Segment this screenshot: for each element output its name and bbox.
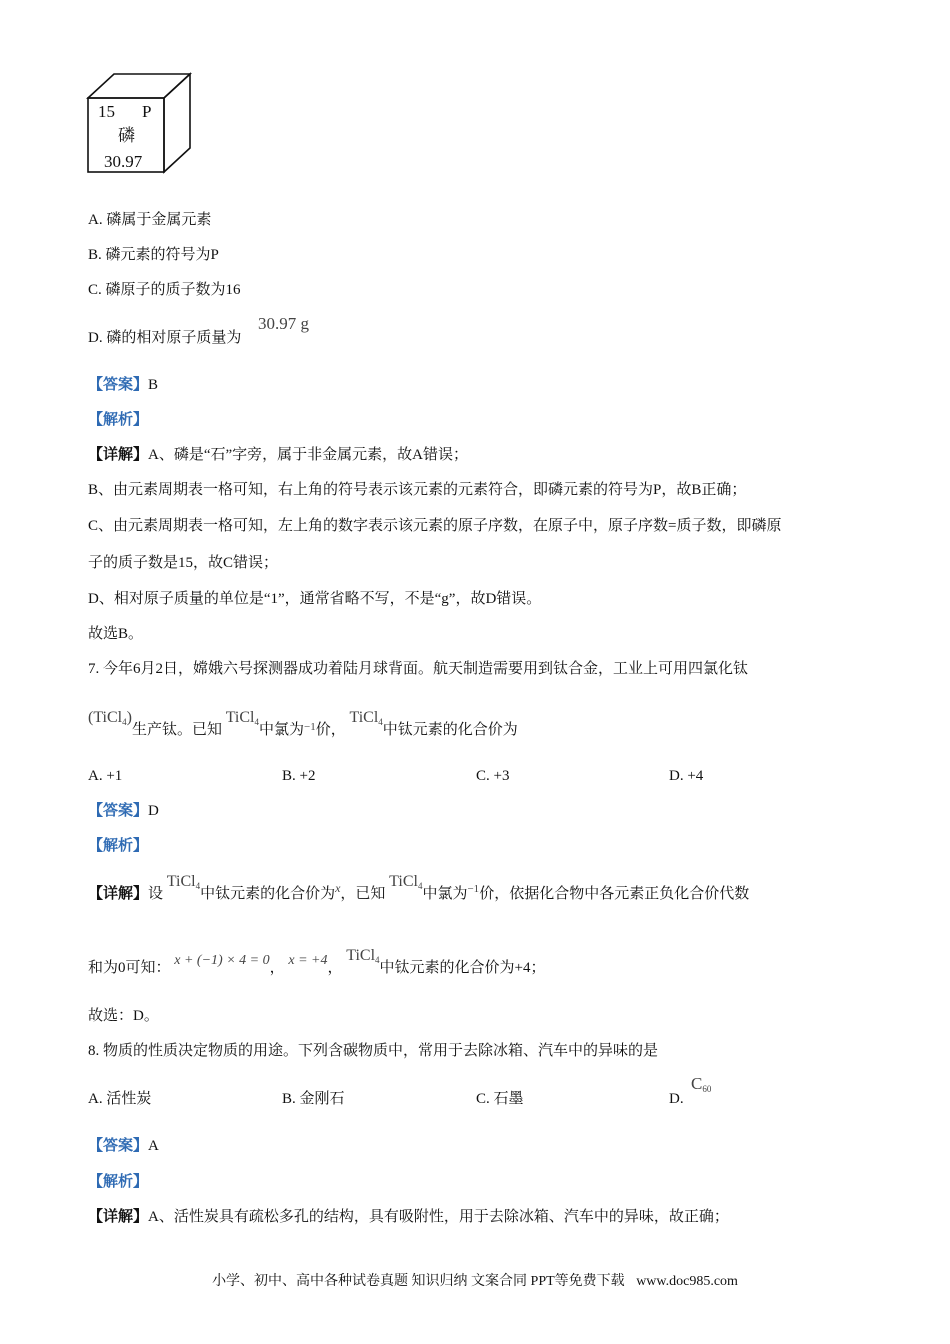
q7-option-d: D. +4 xyxy=(669,768,704,784)
element-symbol: P xyxy=(142,102,152,121)
q7-detail2-b: ， xyxy=(269,960,285,976)
q7-equation-2 xyxy=(288,953,327,968)
q7-detail-e: 价，依据化合物中各元素正负化合价代数 xyxy=(479,886,750,902)
q8-detail-text: A、活性炭具有疏松多孔的结构，具有吸附性，用于去除冰箱、汽车中的异味，故正确； xyxy=(148,1209,729,1225)
q6-answer-tag: 【答案】 xyxy=(88,377,149,393)
q7-formula-3-text: TiCl xyxy=(349,709,379,726)
q8-option-c: C. 石墨 xyxy=(476,1091,524,1107)
q8-answer-tag: 【答案】 xyxy=(88,1138,149,1154)
q6-detail-line-2: B、由元素周期表一格可知，右上角的符号表示该元素的元素符合，即磷元素的符号为P，故B正确； xyxy=(88,482,747,498)
q7-detail2-d: 中钛元素的化合价为+4； xyxy=(379,960,546,976)
q6-analysis-tag: 【解析】 xyxy=(88,412,149,428)
q8-detail-line-1 xyxy=(88,1207,729,1227)
q7-detail-d: 中氯为 xyxy=(422,886,468,902)
q7-detail-formula-3-text: TiCl xyxy=(346,947,376,964)
q7-stem-line-1: 7. 今年6月2日，嫦娥六号探测器成功着陆月球背面。航天制造需要用到钛合金，工业上可用四氯化钛 xyxy=(88,661,749,677)
q8-stem: 8. 物质的性质决定物质的用途。下列含碳物质中，常用于去除冰箱、汽车中的异味的是 xyxy=(88,1043,659,1059)
q7-detail-line-2 xyxy=(88,947,546,982)
q7-stem-line-2 xyxy=(88,709,518,744)
q7-detail-formula-2-text: TiCl xyxy=(389,873,418,890)
q7-detail-a: 设 xyxy=(148,886,164,902)
q6-detail-tag: 【详解】 xyxy=(88,447,149,463)
q7-stem-text-d: 中钛元素的化合价为 xyxy=(382,722,518,738)
q7-formula-2-text: TiCl xyxy=(225,709,255,726)
q7-detail-formula-1-text: TiCl xyxy=(166,873,196,890)
q7-stem-text-b: 中氯为 xyxy=(258,722,304,738)
q6-answer-row xyxy=(88,375,158,395)
q6-option-d: D. 磷的相对原子质量为 xyxy=(88,330,242,346)
q7-conclusion: 故选：D。 xyxy=(88,1008,159,1024)
q8-option-d-formula xyxy=(691,1074,711,1099)
element-number: 15 xyxy=(98,102,115,121)
q7-option-b: B. +2 xyxy=(282,768,316,784)
q7-detail-formula-1 xyxy=(167,873,200,890)
q7-eq1-text: x + (−1) × 4 = 0 xyxy=(174,953,270,968)
q6-option-a: A. 磷属于金属元素 xyxy=(88,212,212,228)
q7-detail-minus-one: −1 xyxy=(467,883,480,895)
q7-detail-formula-3-sub: 4 xyxy=(375,955,380,965)
q6-detail-line-4: 子的质子数是15，故C错误； xyxy=(88,555,279,571)
q7-var-x: x xyxy=(335,881,341,895)
q7-option-c: C. +3 xyxy=(476,768,510,784)
q7-formula-2 xyxy=(226,709,259,726)
q6-detail-line-5: D、相对原子质量的单位是“1”，通常省略不写，不是“g”，故D错误。 xyxy=(88,591,542,607)
q7-detail-formula-2 xyxy=(389,873,422,890)
q7-answer-tag: 【答案】 xyxy=(88,803,149,819)
q7-detail-formula-1-sub: 4 xyxy=(195,881,201,891)
q7-option-a: A. +1 xyxy=(88,768,123,784)
q7-formula-paren: (TiCl$_4$) xyxy=(88,709,132,727)
q7-formula-2-sub: 4 xyxy=(254,717,259,727)
q7-analysis-tag: 【解析】 xyxy=(88,838,149,854)
q7-detail-tag: 【详解】 xyxy=(88,886,149,902)
q8-answer: A xyxy=(148,1138,159,1154)
page-footer xyxy=(0,1270,950,1290)
q6-detail-line-3: C、由元素周期表一格可知，左上角的数字表示该元素的原子序数，在原子中，原子序数=质子数，即磷原 xyxy=(88,518,782,534)
footer-url[interactable]: www.doc985.com xyxy=(636,1274,738,1289)
q6-option-c: C. 磷原子的质子数为16 xyxy=(88,282,241,298)
q8-option-d: D. xyxy=(669,1091,684,1107)
q7-detail-c: ，已知 xyxy=(340,886,386,902)
q8-c60-main: C xyxy=(691,1074,703,1093)
q7-stem-text-a: 生产钛。已知 xyxy=(131,722,222,738)
q7-formula-3 xyxy=(349,709,382,726)
q7-equation-1 xyxy=(174,953,269,968)
q7-answer: D xyxy=(148,803,159,819)
element-name: 磷 xyxy=(118,126,135,145)
q8-analysis-tag: 【解析】 xyxy=(88,1174,149,1190)
q7-detail2-a: 和为0可知： xyxy=(88,960,171,976)
q7-detail-b: 中钛元素的化合价为 xyxy=(200,886,336,902)
q7-stem-text-c: 价， xyxy=(315,722,346,738)
q7-formula-sub: 4 xyxy=(122,717,127,727)
element-mass: 30.97 xyxy=(104,152,143,171)
q8-detail-tag: 【详解】 xyxy=(88,1209,149,1225)
q6-detail-text-1: A、磷是“石”字旁，属于非金属元素，故A错误； xyxy=(148,447,468,463)
q6-conclusion: 故选B。 xyxy=(88,626,144,642)
q7-eq2-text: x = +4 xyxy=(288,953,328,968)
q7-formula-text: TiCl xyxy=(93,709,123,726)
q6-option-b: B. 磷元素的符号为P xyxy=(88,247,219,263)
q7-detail-formula-3 xyxy=(346,947,379,964)
q7-detail-formula-2-sub: 4 xyxy=(417,881,423,891)
q8-answer-row xyxy=(88,1136,159,1156)
q6-answer: B xyxy=(148,377,159,393)
q8-option-a: A. 活性炭 xyxy=(88,1091,152,1107)
q6-option-d-formula: 30.97 g xyxy=(258,314,309,333)
q7-detail-line-1 xyxy=(88,873,750,908)
q7-formula-3-sub: 4 xyxy=(378,717,383,727)
q7-answer-row xyxy=(88,801,159,821)
q7-detail2-c: ， xyxy=(327,960,343,976)
element-card xyxy=(86,72,194,176)
q7-minus-one: −1 xyxy=(304,721,316,733)
footer-text: 小学、初中、高中各种试卷真题 知识归纳 文案合同 PPT等免费下载 xyxy=(212,1274,625,1289)
q8-c60-sub: 60 xyxy=(702,1084,712,1094)
q6-detail-line-1 xyxy=(88,445,468,465)
q8-option-b: B. 金刚石 xyxy=(282,1091,345,1107)
